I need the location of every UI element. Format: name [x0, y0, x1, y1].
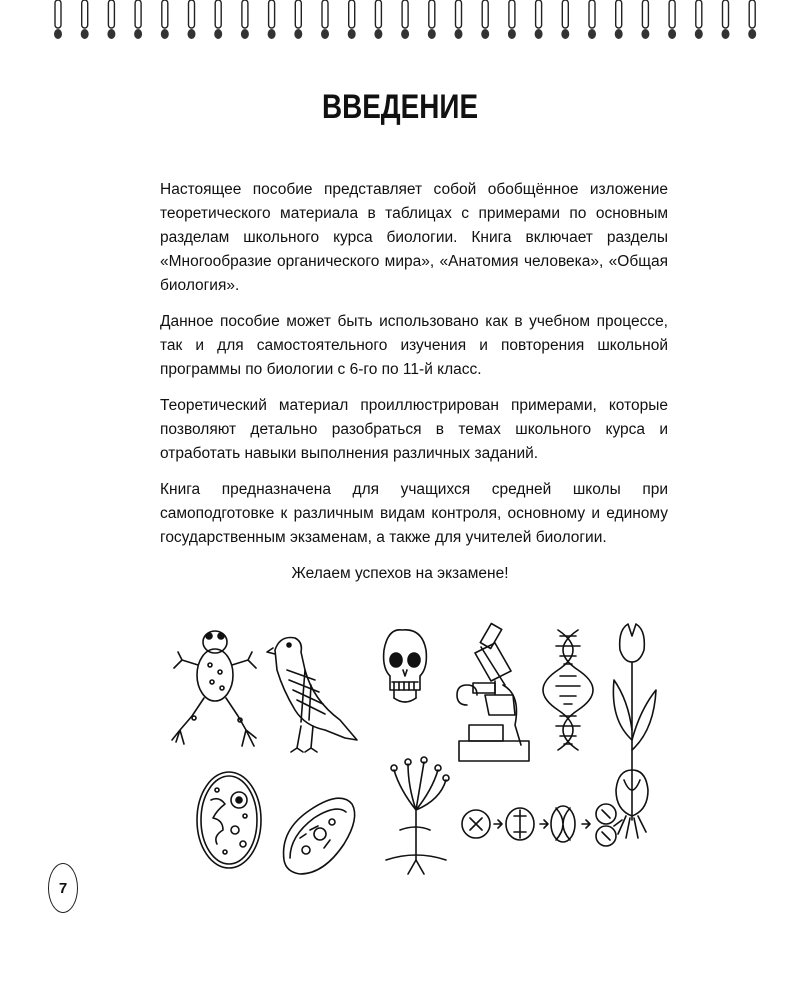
- binding-ring: [268, 0, 276, 39]
- binding-ring: [668, 0, 676, 39]
- binding-ring: [81, 0, 89, 39]
- binding-ring: [107, 0, 115, 39]
- binding-ring: [695, 0, 703, 39]
- tulip-icon: [613, 624, 656, 838]
- binding-ring: [321, 0, 329, 39]
- binding-ring: [134, 0, 142, 39]
- closing-wish: Желаем успехов на экзамене!: [291, 565, 509, 582]
- microscope-icon: [457, 623, 529, 761]
- binding-ring: [294, 0, 302, 39]
- binding-ring: [455, 0, 463, 39]
- binding-ring: [508, 0, 516, 39]
- cell-icon: [197, 772, 261, 868]
- page-number: 7: [48, 863, 78, 913]
- bird-skeleton-icon: [267, 638, 357, 753]
- binding-ring: [428, 0, 436, 39]
- binding-ring: [588, 0, 596, 39]
- spiral-binding-graphic: [0, 0, 800, 48]
- binding-ring: [241, 0, 249, 39]
- intro-text: [160, 178, 668, 562]
- binding-ring: [481, 0, 489, 39]
- paragraph: Настоящее пособие представляет собой обобщённое изложение теоретического материала в таблицах с примерами по основным разделам школьного курса биологии. Книга включает разделы «Многообразие органического мира», «Анатомия человека», «Общая биология».: [160, 181, 668, 294]
- binding-ring: [641, 0, 649, 39]
- binding-ring: [561, 0, 569, 39]
- mold-icon: [386, 757, 449, 874]
- skull-icon: [384, 630, 427, 702]
- binding-ring: [374, 0, 382, 39]
- binding-ring: [348, 0, 356, 39]
- paragraph: Книга предназначена для учащихся средней школы при самоподготовке к различным видам контроля, основному и единому государственным экзаменам, а также для учителей биологии.: [160, 481, 668, 546]
- frog-icon: [172, 631, 256, 746]
- binding-ring: [401, 0, 409, 39]
- binding-ring: [214, 0, 222, 39]
- binding-ring: [615, 0, 623, 39]
- spiral-binding: [0, 0, 800, 48]
- cell-division-icon: [462, 804, 616, 846]
- binding-ring: [748, 0, 756, 39]
- illustrations: [170, 620, 670, 880]
- paragraph: Данное пособие может быть использовано как в учебном процессе, так и для самостоятельного изучения и повторения школьной программы по биологии с 6-го по 11-й класс.: [160, 313, 668, 378]
- binding-ring: [161, 0, 169, 39]
- binding-ring: [722, 0, 730, 39]
- binding-ring: [54, 0, 62, 39]
- page-title: ВВЕДЕНИЕ: [321, 88, 479, 126]
- paramecium-icon: [284, 798, 355, 874]
- binding-ring: [535, 0, 543, 39]
- binding-ring: [188, 0, 196, 39]
- paragraph: Теоретический материал проиллюстрирован примерами, которые позволяют детально разобраться в темах школьного курса и отработать навыки выполнения различных заданий.: [160, 397, 668, 462]
- dna-icon: [543, 630, 593, 750]
